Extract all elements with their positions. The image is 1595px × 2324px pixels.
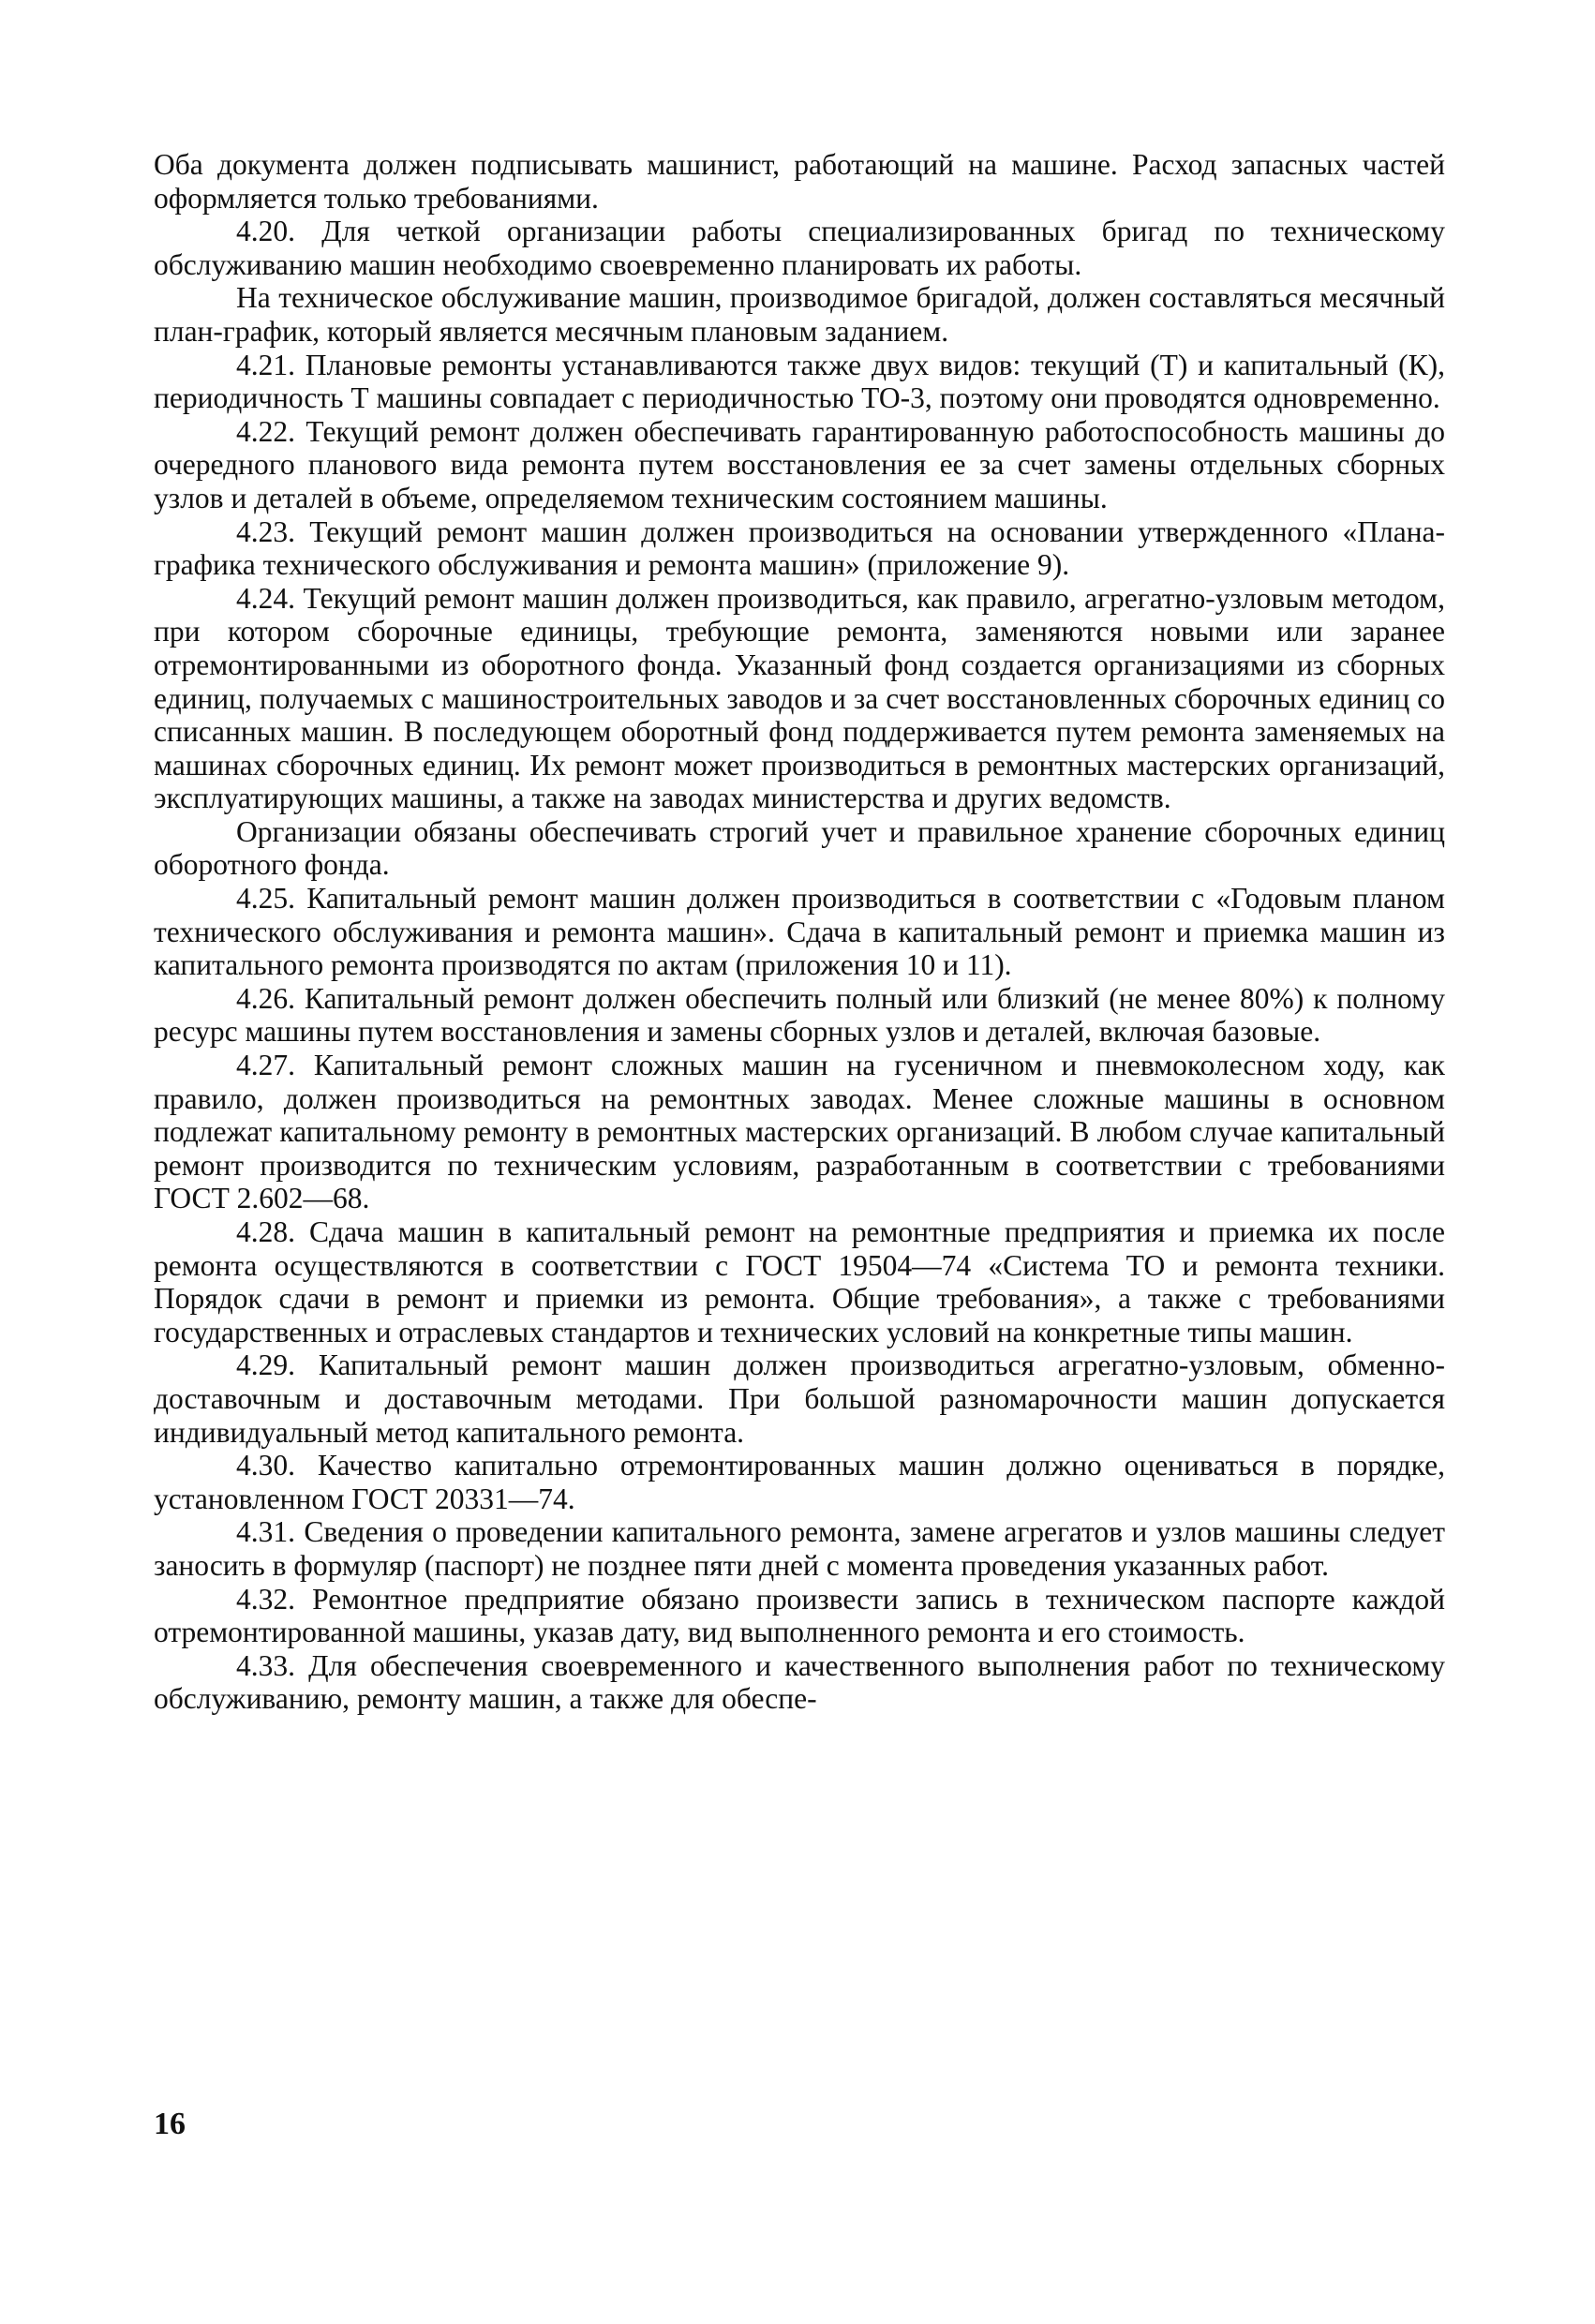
body-text bbox=[154, 148, 1445, 1716]
paragraph: 4.24. Текущий ремонт машин должен производиться, как правило, агрегатно-узловым методом, при котором сборочные единицы, требующие ремонта, заменяются новыми или заранее отремонтированными из оборотного фонда. Указанный фонд создается организациями из сборных единиц, получаемых с машиностроительных заводов и за счет восстановленных сборочных единиц со списанных машин. В последующем оборотный фонд поддерживается путем ремонта заменяемых на машинах сборочных единиц. Их ремонт может производиться в ремонтных мастерских организаций, эксплуатирующих машины, а также на заводах министерства и других ведомств. bbox=[154, 581, 1445, 815]
paragraph: 4.31. Сведения о проведении капитального ремонта, замене агрегатов и узлов машины следует заносить в формуляр (паспорт) не позднее пяти дней с момента проведения указанных работ. bbox=[154, 1515, 1445, 1582]
paragraph: Оба документа должен подписывать машинист, работающий на машине. Расход запасных частей оформляется только требованиями. bbox=[154, 148, 1445, 215]
paragraph: На техническое обслуживание машин, производимое бригадой, должен составляться месячный план-график, который является месячным плановым заданием. bbox=[154, 281, 1445, 348]
paragraph: Организации обязаны обеспечивать строгий учет и правильное хранение сборочных единиц оборотного фонда. bbox=[154, 814, 1445, 882]
paragraph: 4.32. Ремонтное предприятие обязано произвести запись в техническом паспорте каждой отремонтированной машины, указав дату, вид выполненного ремонта и его стоимость. bbox=[154, 1582, 1445, 1649]
paragraph: 4.30. Качество капитально отремонтированных машин должно оцениваться в порядке, установленном ГОСТ 20331—74. bbox=[154, 1449, 1445, 1515]
paragraph: 4.27. Капитальный ремонт сложных машин на гусеничном и пневмоколесном ходу, как правило, должен производиться на ремонтных заводах. Менее сложные машины в основном подлежат капитальному ремонту в ремонтных мастерских организаций. В любом случае капитальный ремонт производится по техническим условиям, разработанным в соответствии с требованиями ГОСТ 2.602—68. bbox=[154, 1049, 1445, 1215]
paragraph: 4.26. Капитальный ремонт должен обеспечить полный или близкий (не менее 80%) к полному ресурс машины путем восстановления и замены сборных узлов и деталей, включая базовые. bbox=[154, 981, 1445, 1049]
paragraph: 4.28. Сдача машин в капитальный ремонт на ремонтные предприятия и приемка их после ремонта осуществляются в соответствии с ГОСТ 19504—74 «Система ТО и ремонта техники. Порядок сдачи в ремонт и приемки из ремонта. Общие требования», а также с требованиями государственных и отраслевых стандартов и технических условий на конкретные типы машин. bbox=[154, 1215, 1445, 1348]
paragraph: 4.22. Текущий ремонт должен обеспечивать гарантированную работоспособность машины до очередного планового вида ремонта путем восстановления ее за счет замены отдельных сборных узлов и деталей в объеме, определяемом техническим состоянием машины. bbox=[154, 414, 1445, 514]
paragraph: 4.21. Плановые ремонты устанавливаются также двух видов: текущий (Т) и капитальный (К), периодичность Т машины совпадает с периодичностью ТО-3, поэтому они проводятся одновременно. bbox=[154, 348, 1445, 415]
paragraph: 4.25. Капитальный ремонт машин должен производиться в соответствии с «Годовым планом технического обслуживания и ремонта машин». Сдача в капитальный ремонт и приемка машин из капитального ремонта производятся по актам (приложения 10 и 11). bbox=[154, 882, 1445, 982]
paragraph: 4.29. Капитальный ремонт машин должен производиться агрегатно-узловым, обменно-доставочным и доставочным методами. При большой разномарочности машин допускается индивидуальный метод капитального ремонта. bbox=[154, 1348, 1445, 1449]
paragraph: 4.33. Для обеспечения своевременного и качественного выполнения работ по техническому обслуживанию, ремонту машин, а также для обеспе- bbox=[154, 1648, 1445, 1716]
paragraph: 4.20. Для четкой организации работы специализированных бригад по техническому обслуживанию машин необходимо своевременно планировать их работы. bbox=[154, 215, 1445, 281]
page-number: 16 bbox=[154, 2107, 186, 2141]
paragraph: 4.23. Текущий ремонт машин должен производиться на основании утвержденного «Плана-графика технического обслуживания и ремонта машин» (приложение 9). bbox=[154, 514, 1445, 582]
